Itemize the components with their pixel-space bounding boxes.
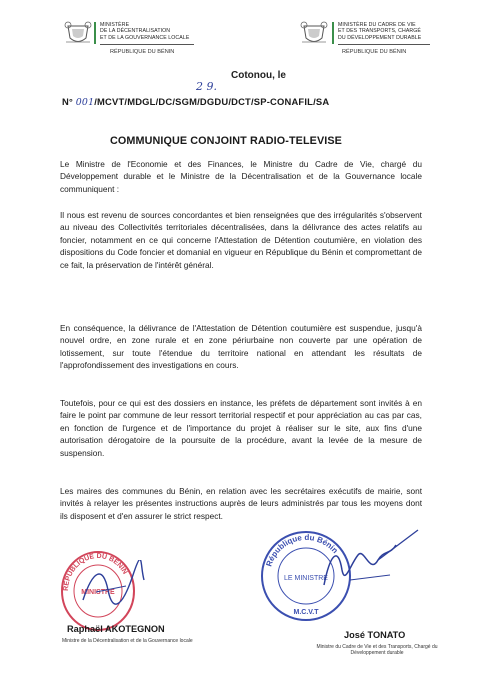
header-left-country: RÉPUBLIQUE DU BÉNIN [110,49,175,55]
header-right-ministry [338,22,421,41]
header-left-divider [100,44,194,45]
left-signature-scribble [78,560,148,610]
right-signature-scribble [320,525,420,595]
header-left-flag-bar [94,22,96,44]
right-signatory-name: José TONATO [344,630,406,640]
paragraph-findings: Il nous est revenu de sources concordantes et bien renseignées que des irrégularités s'observent au niveau des Collectivités territoriales décentralisées, dans la délivrance des actes relatifs au foncier, notamment en ce qui concerne l'Attestation de Détention coutumière, en violation des dispositions du Code foncier et domanial en vigueur en République du Bénin et compromettant de ce fait, la préservation de l'intérêt général. [60,210,422,270]
reference-suffix: /MCVT/MDGL/DC/SGM/DGDU/DCT/SP-CONAFIL/SA [94,96,330,107]
left-stamp-ring-text: RÉPUBLIQUE DU BÉNIN [62,552,129,592]
header-right-line: MINISTÈRE DU CADRE DE VIE [338,22,416,28]
right-signatory-role: Ministre du Cadre de Vie et des Transports, Chargé du Développement durable [316,644,438,657]
header-right-line: ET DES TRANSPORTS, CHARGÉ [338,28,421,35]
header-left-line: ET DE LA GOUVERNANCE LOCALE [100,34,190,41]
header-left-line: MINISTÈRE [100,22,130,28]
place-date-label: Cotonou, le [231,70,286,81]
header-right-line: DU DÉVELOPPEMENT DURABLE [338,34,422,41]
benin-coat-of-arms-icon [64,20,92,46]
header-right-flag-bar [332,22,334,44]
paragraph-mayors: Les maires des communes du Bénin, en relation avec les secrétaires exécutifs de mairie, sont invités à relayer les présentes instructions auprès de leurs administrés par tous les moyens dont ils disposent et d'en assurer le strict respect. [60,486,422,521]
right-stamp-bottom-text: M.C.V.T [293,609,319,616]
reference-handwritten-number: 001 [75,97,95,108]
header-right-divider [338,44,430,45]
paragraph-intro: Le Ministre de l'Economie et des Finances, le Ministre du Cadre de Vie, chargé du Développement durable et le Ministre de la Décentralisation et de la Gouvernance locale communiquent : [60,159,422,194]
document-title: COMMUNIQUE CONJOINT RADIO-TELEVISE [110,135,342,147]
benin-coat-of-arms-icon [300,20,328,46]
handwritten-date: 2 9. [196,80,217,93]
left-stamp-center-text: MINISTRE [81,589,115,596]
header-right-country: RÉPUBLIQUE DU BÉNIN [342,49,407,55]
reference-prefix: N° [62,96,73,107]
left-signatory-name: Raphaël AKOTEGNON [67,624,165,634]
header-left-ministry [100,22,189,41]
paragraph-pending-files: Toutefois, pour ce qui est des dossiers en instance, les préfets de département sont invités à en faire le point par commune de leur ressort territorial respectif et pour appréciation au cas par cas, en fonction de l'urgence et de l'importance du projet à réaliser sur le site, aux fins d'une autorisation dérogatoire de la poursuite de la procédure, avant la levée de la mesure de suspension. [60,398,422,458]
right-stamp-ring-text: République du Bénin [264,532,340,568]
right-stamp-center-text: LE MINISTRE [284,575,328,582]
header-left-line: DE LA DÉCENTRALISATION [100,28,171,35]
paragraph-suspension: En conséquence, la délivrance de l'Attestation de Détention coutumière est suspendue, jusqu'à nouvel ordre, en zone rurale et en zone périurbaine non couverte par une opération de lotissement, sur toute l'étendue du territoire national en attendant les résultats de l'approfondissement des investigations en cours. [60,323,422,371]
left-signatory-role: Ministre de la Décentralisation et de la Gouvernance locale [62,638,193,644]
reference-number [62,96,329,108]
